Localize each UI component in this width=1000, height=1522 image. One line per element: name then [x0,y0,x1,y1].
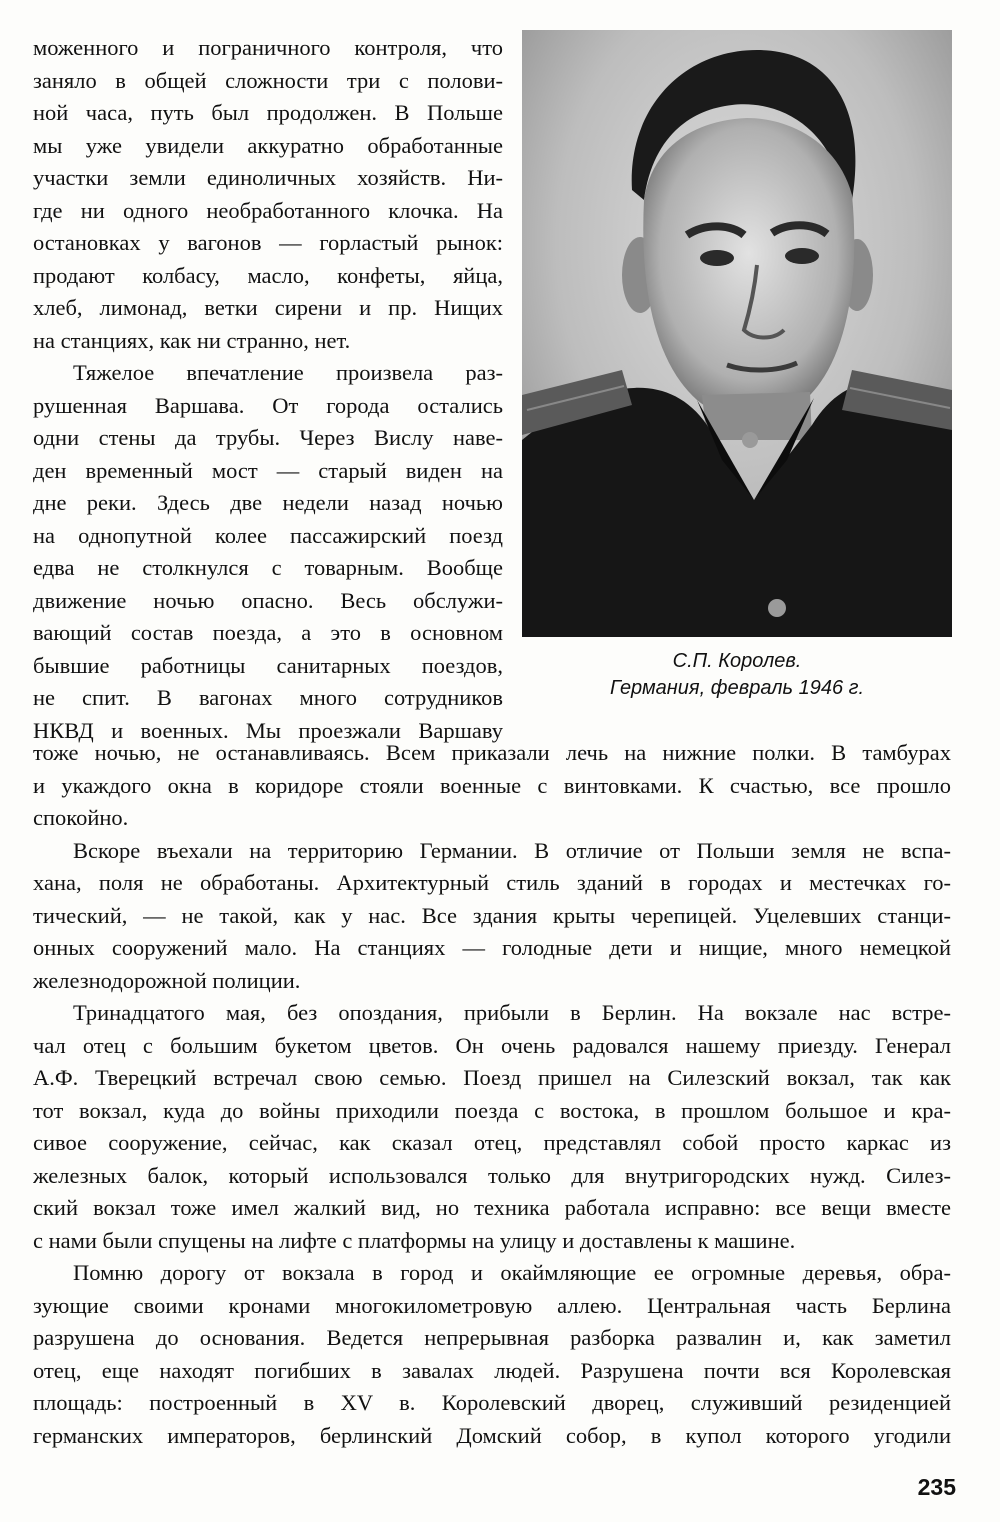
portrait-photo [522,30,952,637]
text-line: вающий состав поезда, а это в основном [33,620,503,645]
text-line: мы уже увидели аккуратно обработанные [33,132,503,158]
text-line: остановках у вагонов — горластый рынок: [33,230,503,255]
text-line: разрушена до основания. Ведется непрерывная разборка развалин и, как заметил [33,1325,951,1350]
text-line: с нами были спущены на лифте с платформы на улицу и доставлены к машине. [33,1227,796,1253]
text-column-left [33,32,503,747]
text-line: Помню дорогу от вокзала в город и окаймляющие ее огромные деревья, обра- [73,1260,951,1285]
text-line: зующие своими кронами многокилометровую аллею. Центральная часть Берлина [33,1292,951,1318]
text-line: ский вокзал тоже имел жалкий вид, но техника работала исправно: все вещи вместе [33,1195,951,1220]
text-line: моженного и пограничного контроля, что [33,35,503,60]
text-line: движение ночью опасно. Весь обслужи- [33,587,503,613]
text-line: Тяжелое впечатление произвела раз- [73,360,503,385]
text-line: тот вокзал, куда до войны приходили поезда с востока, в прошлом большое и кра- [33,1097,951,1123]
text-line: продают колбасу, масло, конфеты, яйца, [33,262,503,288]
text-line: едва не столкнулся с товарным. Вообще [33,555,503,580]
text-line: железнодорожной полиции. [33,967,301,993]
text-line: Тринадцатого мая, без опоздания, прибыли в Берлин. На вокзале нас встре- [73,1000,951,1025]
text-line: хлеб, лимонад, ветки сирени и пр. Нищих [33,295,503,320]
photo-caption [522,648,952,702]
text-line: дне реки. Здесь две недели назад ночью [33,490,503,515]
page-number: 235 [917,1474,956,1500]
text-line: сивое сооружение, сейчас, как сказал отец, представлял собой просто каркас из [33,1130,951,1155]
text-line: хана, поля не обработаны. Архитектурный стиль зданий в городах и местечках го- [33,870,951,895]
text-line: ден временный мост — старый виден на [33,457,503,483]
caption-line-1: С.П. Королев. [672,650,802,672]
text-line: заняло в общей сложности три с полови- [33,67,503,93]
text-line: где ни одного необработанного клочка. На [33,197,503,223]
text-line: тический, — не такой, как у нас. Все здания крыты черепицей. Уцелевших станци- [33,902,951,928]
text-line: А.Ф. Тверецкий встречал свою семью. Поезд пришел на Силезский вокзал, так как [33,1065,951,1090]
text-line: онных сооружений мало. На станциях — голодные дети и нищие, много немецкой [33,935,951,960]
text-line: спокойно. [33,805,129,830]
text-line: участки земли единоличных хозяйств. Ни- [33,165,503,190]
text-line: отец, еще находят погибших в завалах людей. Разрушена почти вся Королевская [33,1357,951,1383]
text-line: бывшие работницы санитарных поездов, [33,652,503,678]
caption-line-2: Германия, февраль 1946 г. [609,677,865,699]
text-line: не спит. В вагонах много сотрудников [33,685,503,710]
text-line: тоже ночью, не останавливаясь. Всем приказали лечь на нижние полки. В тамбурах [33,740,951,765]
text-body-full-width [33,737,951,1452]
text-line: одни стены да трубы. Через Вислу наве- [33,425,503,450]
text-line: площадь: построенный в XV в. Королевский дворец, служивший резиденцией [33,1390,951,1415]
portrait-image [522,30,952,637]
text-line: на станциях, как ни странно, нет. [33,327,351,353]
text-line: рушенная Варшава. От города остались [33,392,503,418]
text-line: чал отец с большим букетом цветов. Он очень радовался нашему приезду. Генерал [33,1032,951,1058]
text-line: и укаждого окна в коридоре стояли военные с винтовками. К счастью, все прошло [33,772,951,798]
text-line: железных балок, который использовался только для внутригородских нужд. Силез- [33,1162,951,1188]
text-line: ной часа, путь был продолжен. В Польше [33,100,503,125]
text-line: на однопутной колее пассажирский поезд [33,522,503,548]
text-line: Вскоре въехали на территорию Германии. В отличие от Польши земля не вспа- [73,837,951,863]
text-line: германских императоров, берлинский Домский собор, в купол которого угодили [33,1422,951,1448]
text-line: НКВД и военных. Мы проезжали Варшаву [33,717,503,743]
